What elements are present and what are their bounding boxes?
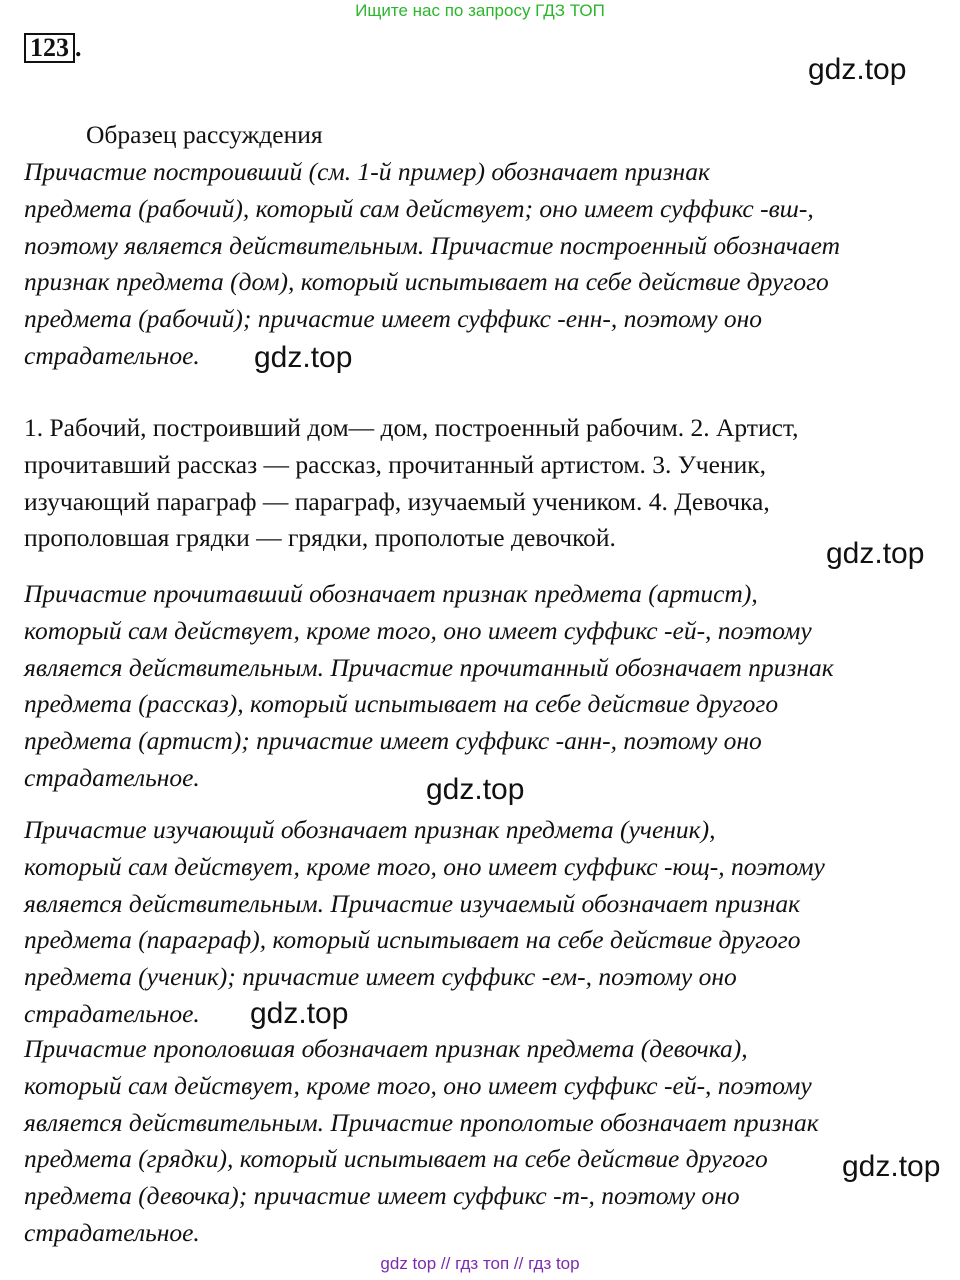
task-number-dot: . <box>75 33 82 62</box>
footer-links[interactable]: gdz top // гдз топ // гдз top <box>380 1254 580 1273</box>
paragraph-prochitavshiy: Причастие прочитавший обозначает признак предмета (артист), который сам действует, кроме того, оно имеет суффикс -ей-, поэтому является действительным. Причастие прочитанный обозначает признак предмета (рассказ), который испытывает на себе действие другого предмета (артист); причастие имеет суффикс -анн-, поэтому оно страдательное. <box>24 579 834 792</box>
paragraph-examples: 1. Рабочий, построивший дом— дом, построенный рабочим. 2. Артист, прочитавший рассказ — рассказ, прочитанный артистом. 3. Ученик, изучающий параграф — параграф, изучаемый учеником. 4. Девочка, прополовшая грядки — грядки, прополотые девочкой. <box>24 413 799 553</box>
paragraph-propolovshaya: Причастие прополовшая обозначает признак предмета (девочка), который сам действует, кроме того, оно имеет суффикс -ей-, поэтому является действительным. Причастие прополотые обозначает признак предмета (грядки), который испытывает на себе действие другого предмета (девочка); причастие имеет суффикс -т-, поэтому оно страдательное. <box>24 1034 819 1247</box>
watermark: gdz.top <box>808 53 907 86</box>
task-number-box: 123 <box>24 33 75 63</box>
watermark: gdz.top <box>842 1150 941 1183</box>
heading: Образец рассуждения <box>86 120 323 149</box>
paragraph-izuchayushchiy: Причастие изучающий обозначает признак предмета (ученик), который сам действует, кроме того, оно имеет суффикс -ющ-, поэтому является действительным. Причастие изучаемый обозначает признак предмета (параграф), который испытывает на себе действие другого предмета (ученик); причастие имеет суффикс -ем-, поэтому оно страдательное. <box>24 815 825 1028</box>
watermark: gdz.top <box>826 537 925 570</box>
watermark: gdz.top <box>426 773 525 806</box>
watermark: gdz.top <box>254 341 353 374</box>
watermark: gdz.top <box>250 997 349 1030</box>
top-banner[interactable]: Ищите нас по запросу ГДЗ ТОП <box>355 1 605 20</box>
task-number <box>24 33 82 63</box>
paragraph-sample-reasoning: Причастие построивший (см. 1-й пример) обозначает признак предмета (рабочий), который сам действует; оно имеет суффикс -вш-, поэтому является действительным. Причастие построенный обозначает признак предмета (дом), который испытывает на себе действие другого предмета (рабочий); причастие имеет суффикс -енн-, поэтому оно страдательное. <box>24 157 841 370</box>
